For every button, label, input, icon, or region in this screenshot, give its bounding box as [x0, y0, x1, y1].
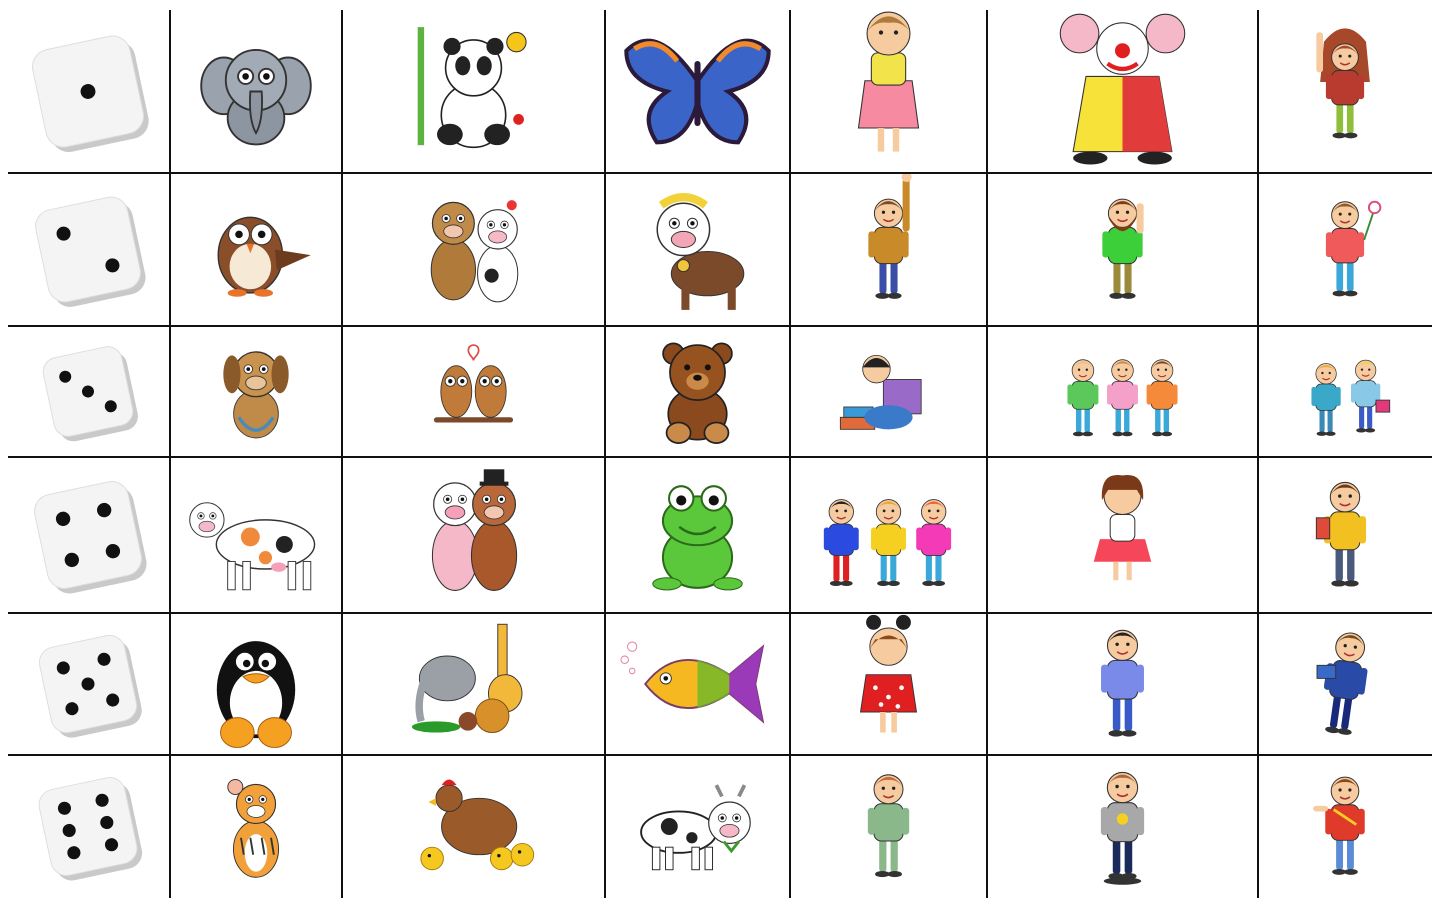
die-face	[31, 478, 144, 591]
dog-with-leash-icon	[171, 327, 341, 456]
picture-cell	[1259, 614, 1431, 754]
picture-cell	[791, 174, 986, 325]
owl-icon	[171, 174, 341, 325]
picture-cell	[606, 327, 789, 456]
calf-icon	[606, 174, 789, 325]
picture-cell	[988, 174, 1257, 325]
die-cell	[8, 458, 168, 612]
die-face	[36, 775, 140, 879]
hen-and-chicks-icon	[343, 756, 604, 897]
picture-cell	[606, 174, 789, 325]
picture-cell	[988, 458, 1257, 612]
picture-cell	[1259, 458, 1431, 612]
girl-mouse-ears-icon	[791, 614, 986, 754]
man-walking-icon	[988, 614, 1257, 754]
picture-cell	[791, 327, 986, 456]
picture-cell	[171, 174, 341, 325]
picture-cell	[988, 11, 1257, 172]
picture-cell	[343, 174, 604, 325]
picture-cell	[171, 614, 341, 754]
man-pointing-icon	[791, 174, 986, 325]
picture-cell	[988, 756, 1257, 897]
boy-reading-icon	[791, 327, 986, 456]
picture-cell	[171, 11, 341, 172]
picture-cell	[606, 458, 789, 612]
die-cell	[8, 11, 168, 172]
two-children-icon	[1259, 327, 1431, 456]
die-2-icon	[8, 174, 168, 325]
panda-icon	[343, 11, 604, 172]
cow-couple-icon	[343, 458, 604, 612]
tiger-cub-icon	[171, 756, 341, 897]
picture-cell	[171, 327, 341, 456]
picture-cell	[606, 614, 789, 754]
die-1-icon	[8, 11, 168, 172]
picture-cell	[343, 11, 604, 172]
clown-icon	[988, 11, 1257, 172]
die-cell	[8, 756, 168, 897]
boy-smiley-shirt-icon	[988, 756, 1257, 897]
two-cows-icon	[343, 174, 604, 325]
picture-cell	[1259, 756, 1431, 897]
cow-eating-grass-icon	[606, 756, 789, 897]
picture-cell	[791, 614, 986, 754]
frog-icon	[606, 458, 789, 612]
picture-cell	[988, 327, 1257, 456]
picture-cell	[606, 756, 789, 897]
die-cell	[8, 174, 168, 325]
woman-waving-icon	[1259, 11, 1431, 172]
butterfly-icon	[606, 11, 789, 172]
die-5-icon	[8, 614, 168, 754]
die-3-icon	[8, 327, 168, 456]
picture-cell	[343, 458, 604, 612]
picture-cell	[1259, 11, 1431, 172]
picture-cell	[171, 756, 341, 897]
picture-cell	[1259, 174, 1431, 325]
picture-cell	[791, 756, 986, 897]
zoo-animals-icon	[343, 614, 604, 754]
picture-cell	[988, 614, 1257, 754]
picture-cell	[343, 614, 604, 754]
elephant-icon	[171, 11, 341, 172]
man-running-icon	[1259, 614, 1431, 754]
fish-icon	[606, 614, 789, 754]
little-girl-icon	[988, 458, 1257, 612]
three-kids-icon	[791, 458, 986, 612]
die-cell	[8, 327, 168, 456]
die-6-icon	[8, 756, 168, 897]
picture-cell	[1259, 327, 1431, 456]
penguin-icon	[171, 614, 341, 754]
die-4-icon	[8, 458, 168, 612]
picture-cell	[171, 458, 341, 612]
boy-presenting-icon	[1259, 756, 1431, 897]
teddy-bear-icon	[606, 327, 789, 456]
picture-cell	[343, 756, 604, 897]
spotted-cow-icon	[171, 458, 341, 612]
man-empty-pockets-icon	[791, 756, 986, 897]
die-face	[32, 194, 143, 305]
picture-cell	[343, 327, 604, 456]
girl-with-backpack-icon	[791, 11, 986, 172]
bearded-man-icon	[988, 174, 1257, 325]
owl-couple-icon	[343, 327, 604, 456]
picture-cell	[791, 458, 986, 612]
picture-cell	[791, 11, 986, 172]
boy-with-book-icon	[1259, 458, 1431, 612]
three-boys-icon	[988, 327, 1257, 456]
picture-cell	[606, 11, 789, 172]
girl-with-flower-icon	[1259, 174, 1431, 325]
die-cell	[8, 614, 168, 754]
